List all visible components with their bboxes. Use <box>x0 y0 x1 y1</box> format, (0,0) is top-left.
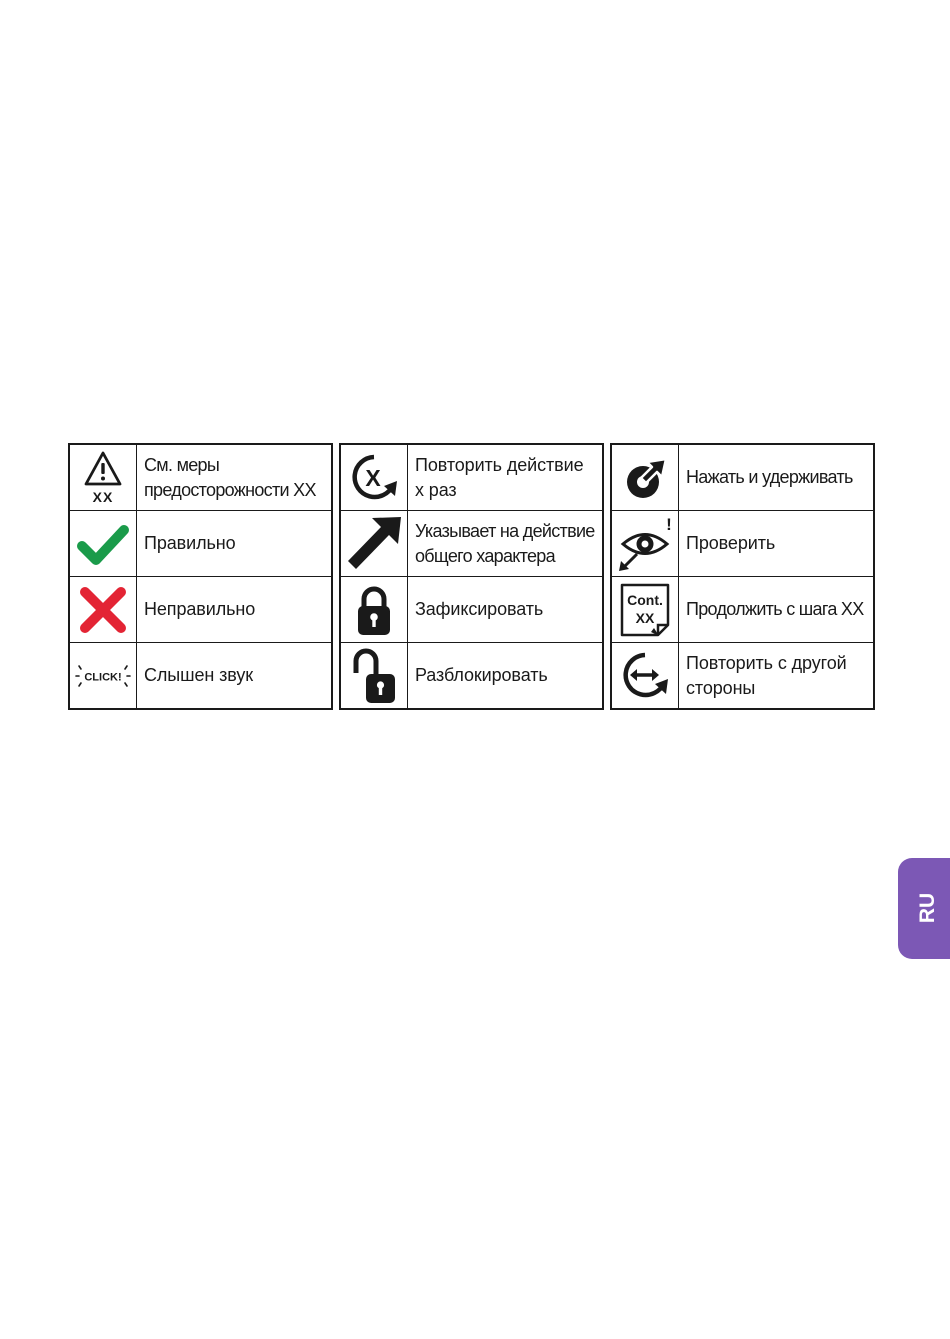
icon-cell <box>340 643 408 710</box>
icon-cell <box>340 444 408 511</box>
warning-xx-text: XX <box>92 488 114 505</box>
legend-row <box>69 643 332 710</box>
diagonal-arrow-icon <box>344 514 404 574</box>
legend-table-left <box>68 443 333 710</box>
repeat-other-side-icon <box>618 649 672 703</box>
legend-row <box>340 444 603 511</box>
click-sound-icon <box>73 661 133 691</box>
legend-label: См. меры предосторожности XX <box>137 444 333 511</box>
click-text: CLICK! <box>84 671 122 683</box>
legend-label: Правильно <box>137 511 333 577</box>
legend-label: Повторить действие х раз <box>408 444 604 511</box>
icon-cell <box>611 577 679 643</box>
legend-row <box>69 511 332 577</box>
red-cross-icon <box>76 583 130 637</box>
cont-text: Cont. <box>627 591 663 608</box>
legend-label: Нажать и удерживать <box>679 444 875 511</box>
legend-label: Зафиксировать <box>408 577 604 643</box>
legend-label: Повторить с другой стороны <box>679 643 875 710</box>
icon-cell <box>340 511 408 577</box>
legend-label: Указывает на действие общего характера <box>408 511 604 577</box>
icon-cell <box>611 444 679 511</box>
legend-table-middle <box>339 443 604 710</box>
legend-row <box>340 577 603 643</box>
legend-label: Разблокировать <box>408 643 604 710</box>
legend-row <box>69 577 332 643</box>
legend-label: Слышен звук <box>137 643 333 710</box>
lock-closed-icon <box>354 582 394 638</box>
icon-cell <box>69 643 137 710</box>
repeat-x-text: X <box>365 464 381 491</box>
green-checkmark-icon <box>75 519 131 569</box>
icon-cell <box>69 444 137 511</box>
legend-row <box>340 643 603 710</box>
lock-open-icon <box>349 646 399 706</box>
icon-cell <box>69 511 137 577</box>
legend-row <box>611 643 874 710</box>
repeat-x-times-icon <box>347 451 401 505</box>
legend-label: Проверить <box>679 511 875 577</box>
icon-cell <box>611 511 679 577</box>
press-and-hold-icon <box>618 451 672 505</box>
legend-table-right <box>610 443 875 710</box>
icon-cell <box>340 577 408 643</box>
eye-check-icon <box>615 514 675 574</box>
continue-page-icon <box>617 581 673 639</box>
icon-cell <box>611 643 679 710</box>
legend-row <box>611 511 874 577</box>
language-tab <box>898 858 950 959</box>
legend-row <box>69 444 332 511</box>
legend-row <box>611 444 874 511</box>
icon-cell <box>69 577 137 643</box>
legend-label: Продолжить с шага XX <box>679 577 875 643</box>
language-tab-label: RU <box>916 892 939 924</box>
cont-xx-text: XX <box>635 609 655 626</box>
legend-row <box>611 577 874 643</box>
warning-triangle-icon <box>81 450 125 506</box>
legend-row <box>340 511 603 577</box>
eye-exclamation-text: ! <box>666 514 672 534</box>
legend-label: Неправильно <box>137 577 333 643</box>
